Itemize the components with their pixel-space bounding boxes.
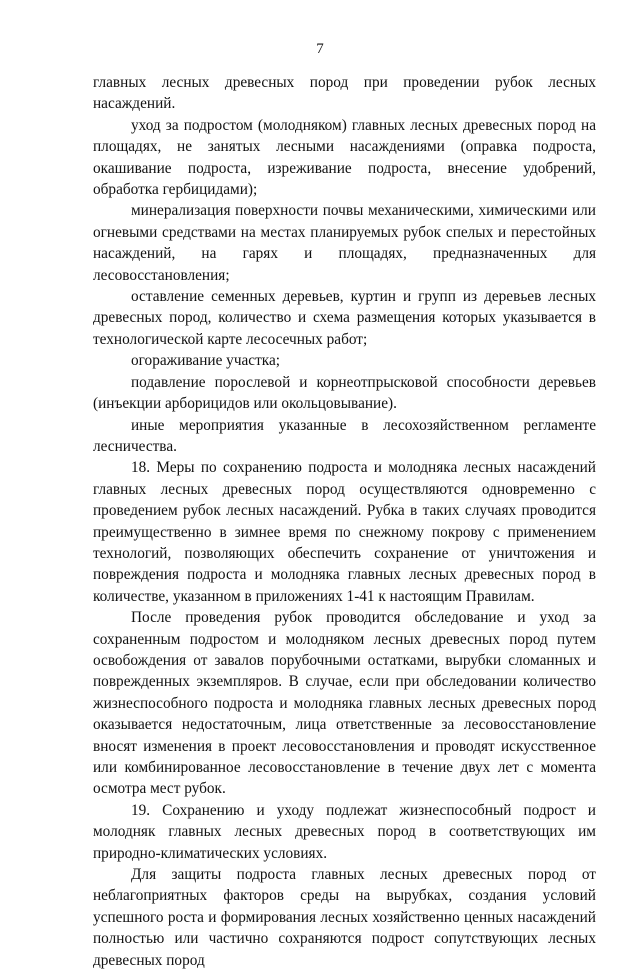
page-number: 7 bbox=[316, 41, 324, 57]
paragraph-fencing: огораживание участка; bbox=[131, 352, 281, 370]
paragraph-clause-18: 18. Меры по сохранению подроста и молодняка лесных насаждений главных лесных древесных пород осуществляются одновременно с проведением рубок лесных насаждений. Рубка в таких случаях проводится преимущественно в зимнее время по снежному покрову с применением технологий, позволяющих обеспечить сохранение от уничтожения и повреждения подроста и молодняка главных лесных древесных пород в количестве, указанном в приложениях 1-41 к настоящим Правилам. bbox=[93, 459, 596, 605]
paragraph-coppice-suppression: подавление порослевой и корнеотпрысковой способности деревьев (инъекции арборицидов или окольцовывание). bbox=[93, 373, 596, 413]
paragraph-undergrowth-care: уход за подростом (молодняком) главных лесных древесных пород на площадях, не занятых лесными насаждениями (оправка подроста, окашивание подроста, изреживание подроста, внесение удобрений, обработка гербицидами); bbox=[93, 116, 596, 199]
paragraph-other-measures: иные мероприятия указанные в лесохозяйственном регламенте лесничества. bbox=[93, 416, 596, 455]
paragraph-continuation: главных лесных древесных пород при проведении рубок лесных насаждений. bbox=[93, 74, 596, 113]
document-body bbox=[93, 72, 596, 971]
paragraph-protection: Для защиты подроста главных лесных древесных пород от неблагоприятных факторов среды на вырубках, создания условий успешного роста и формирования лесных хозяйственно ценных насаждений полностью или частично сохраняются подрост сопутствующих лесных древесных пород bbox=[93, 866, 596, 969]
paragraph-after-felling: После проведения рубок проводится обследование и уход за сохраненным подростом и молодняком лесных древесных пород путем освобождения от завалов порубочными остатками, вырубки сломанных и поврежденных экземпляров. В случае, если при обследовании количество жизнеспособного подроста и молодняка главных лесных древесных пород оказывается недостаточным, лица ответственные за лесовосстановление вносят изменения в проект лесовосстановления и проводят искусственное или комбинированное лесовосстановление в течение двух лет с момента осмотра мест рубок. bbox=[93, 609, 596, 798]
paragraph-clause-19: 19. Сохранению и уходу подлежат жизнеспособный подрост и молодняк главных лесных древесных пород в соответствующих им природно-климатических условиях. bbox=[93, 801, 596, 862]
paragraph-soil-mineralization: минерализация поверхности почвы механическими, химическими или огневыми средствами на местах планируемых рубок спелых и перестойных насаждений, на гарях и площадях, предназначенных для лесовосстановления; bbox=[93, 202, 596, 284]
paragraph-seed-trees: оставление семенных деревьев, куртин и групп из деревьев лесных древесных пород, количество и схема размещения которых указывается в технологической карте лесосечных работ; bbox=[93, 288, 596, 348]
